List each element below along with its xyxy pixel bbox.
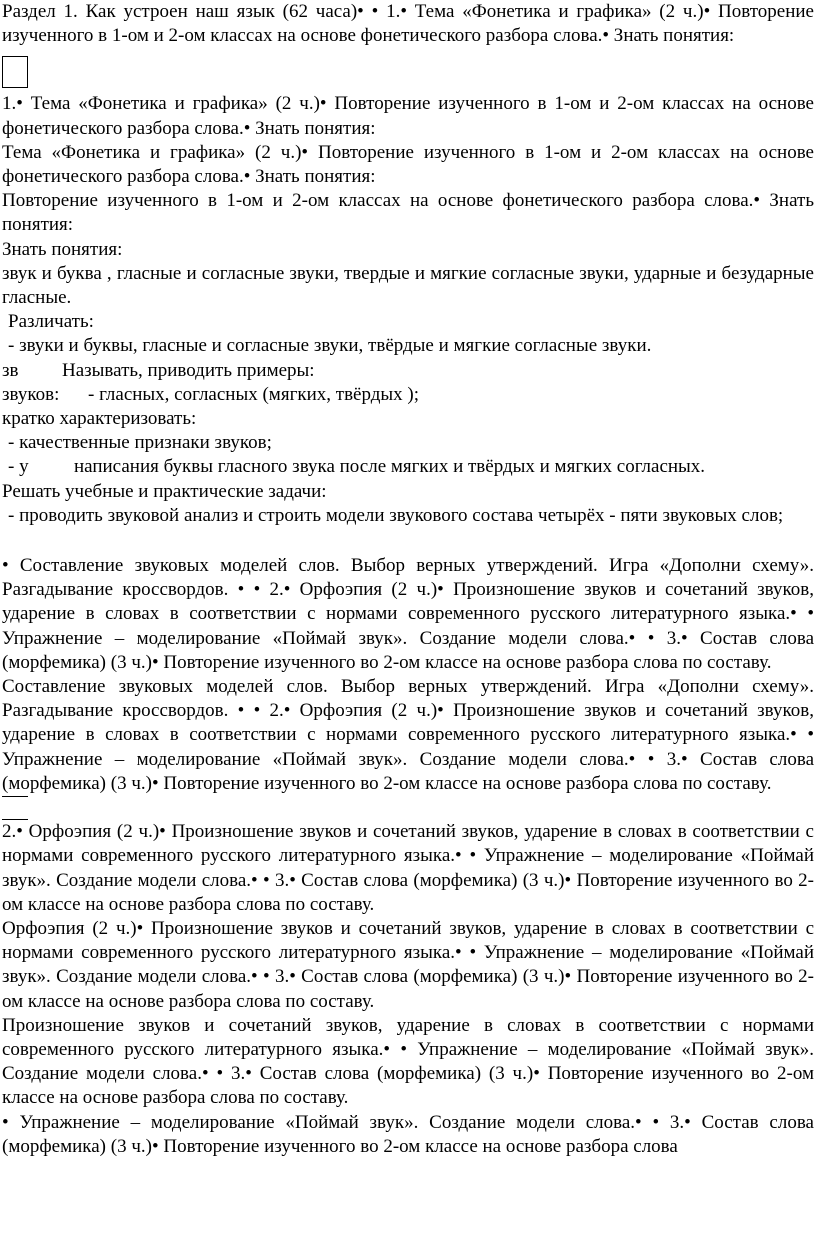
paragraph-distinguish-item: - звуки и буквы, гласные и согласные звуки, твёрдые и мягкие согласные звуки. bbox=[8, 335, 652, 357]
paragraph-solve-tasks: Решать учебные и практические задачи: bbox=[2, 480, 327, 502]
margin-fragment-u: - у bbox=[8, 456, 29, 478]
paragraph-sound-models-bullet: • Составление звуковых моделей слов. Выбор верных утверждений. Игра «Дополни схему». Разгадывание кроссвордов. • • 2.• Орфоэпия (2 ч.)• Произношение звуков и сочетаний звуков, ударение в словах в соответствии с нормами современного русского литературного языка.• • Упражнение – моделирование «Поймай звук». Создание модели слова.• • 3.• Состав слова (морфемика) (3 ч.)• Повторение изученного во 2-ом классе на основе разбора слова по составу. bbox=[2, 555, 814, 673]
section-heading-paragraph: Раздел 1. Как устроен наш язык (62 часа)• • 1.• Тема «Фонетика и графика» (2 ч.)• Повторение изученного в 1-ом и 2-ом классах на основе фонетического разбора слова.• Знать понятия: bbox=[2, 1, 814, 47]
paragraph-topic-2: Тема «Фонетика и графика» (2 ч.)• Повторение изученного в 1-ом и 2-ом классах на основе фонетического разбора слова.• Знать понятия: bbox=[2, 141, 814, 188]
paragraph-characterize: кратко характеризовать: bbox=[2, 408, 197, 430]
paragraph-pronunciation: Произношение звуков и сочетаний звуков, ударение в словах в соответствии с нормами современного русского литературного языка.• • Упражнение – моделирование «Поймай звук». Создание модели слова.• • 3.• Состав слова (морфемика) (3 ч.)• Повторение изученного во 2-ом классе на основе разбора слова по составу. bbox=[2, 1014, 814, 1109]
paragraph-orthoepy: Орфоэпия (2 ч.)• Произношение звуков и сочетаний звуков, ударение в словах в соответствии с нормами современного русского литературного языка.• • Упражнение – моделирование «Поймай звук». Создание модели слова.• • 3.• Состав слова (морфемика) (3 ч.)• Повторение изученного во 2-ом классе на основе разбора слова по составу. bbox=[2, 917, 814, 1012]
sounds-examples-text: - гласных, согласных (мягких, твёрдых ); bbox=[88, 383, 420, 405]
margin-fragment-zvukov: звуков: bbox=[2, 383, 60, 405]
paragraph-qualities: - качественные признаки звуков; bbox=[8, 432, 272, 454]
paragraph-repeat: Повторение изученного в 1-ом и 2-ом классах на основе фонетического разбора слова.• Знать понятия: bbox=[2, 190, 814, 236]
name-examples-text: Называть, приводить примеры: bbox=[62, 359, 315, 381]
paragraph-exercise: • Упражнение – моделирование «Поймай звук». Создание модели слова.• • 3.• Состав слова (морфемика) (3 ч.)• Повторение изученного во 2-ом классе на основе разбора слова bbox=[2, 1111, 814, 1157]
paragraph-name-examples bbox=[2, 359, 814, 383]
paragraph-spelling bbox=[2, 455, 814, 479]
paragraph-distinguish: Различать: bbox=[8, 311, 94, 333]
margin-fragment-zv: зв bbox=[2, 359, 19, 381]
spelling-text: написания буквы гласного звука после мягких и твёрдых и мягких согласных. bbox=[74, 456, 706, 478]
paragraph-orthoepy-numbered: 2.• Орфоэпия (2 ч.)• Произношение звуков и сочетаний звуков, ударение в словах в соответствии с нормами современного русского литературного языка.• • Упражнение – моделирование «Поймай звук». Создание модели слова.• • 3.• Состав слова (морфемика) (3 ч.)• Повторение изученного во 2-ом классе на основе разбора слова по составу. bbox=[2, 821, 814, 915]
paragraph-topic-1: 1.• Тема «Фонетика и графика» (2 ч.)• Повторение изученного в 1-ом и 2-ом классах на основе фонетического разбора слова.• Знать понятия: bbox=[2, 93, 814, 139]
paragraph-concepts-list: звук и буква , гласные и согласные звуки, твердые и мягкие согласные звуки, ударные и безударные гласные. bbox=[2, 262, 814, 309]
paragraph-sound-models: Составление звуковых моделей слов. Выбор верных утверждений. Игра «Дополни схему». Разгадывание кроссвордов. • • 2.• Орфоэпия (2 ч.)• Произношение звуков и сочетаний звуков, ударение в словах в соответствии с нормами современного русского литературного языка.• • Упражнение – моделирование «Поймай звук». Создание модели слова.• • 3.• Состав слова (морфемика) (3 ч.)• Повторение изученного во 2-ом классе на основе разбора слова по составу. bbox=[2, 676, 814, 794]
paragraph-sound-analysis: - проводить звуковой анализ и строить модели звукового состава четырёх - пяти звуковых слов; bbox=[8, 504, 784, 526]
empty-table-cell bbox=[2, 56, 28, 88]
blank-line bbox=[2, 528, 814, 554]
paragraph-know-concepts: Знать понятия: bbox=[2, 238, 123, 260]
blank-line bbox=[2, 797, 814, 819]
paragraph-sounds-examples bbox=[2, 383, 814, 407]
